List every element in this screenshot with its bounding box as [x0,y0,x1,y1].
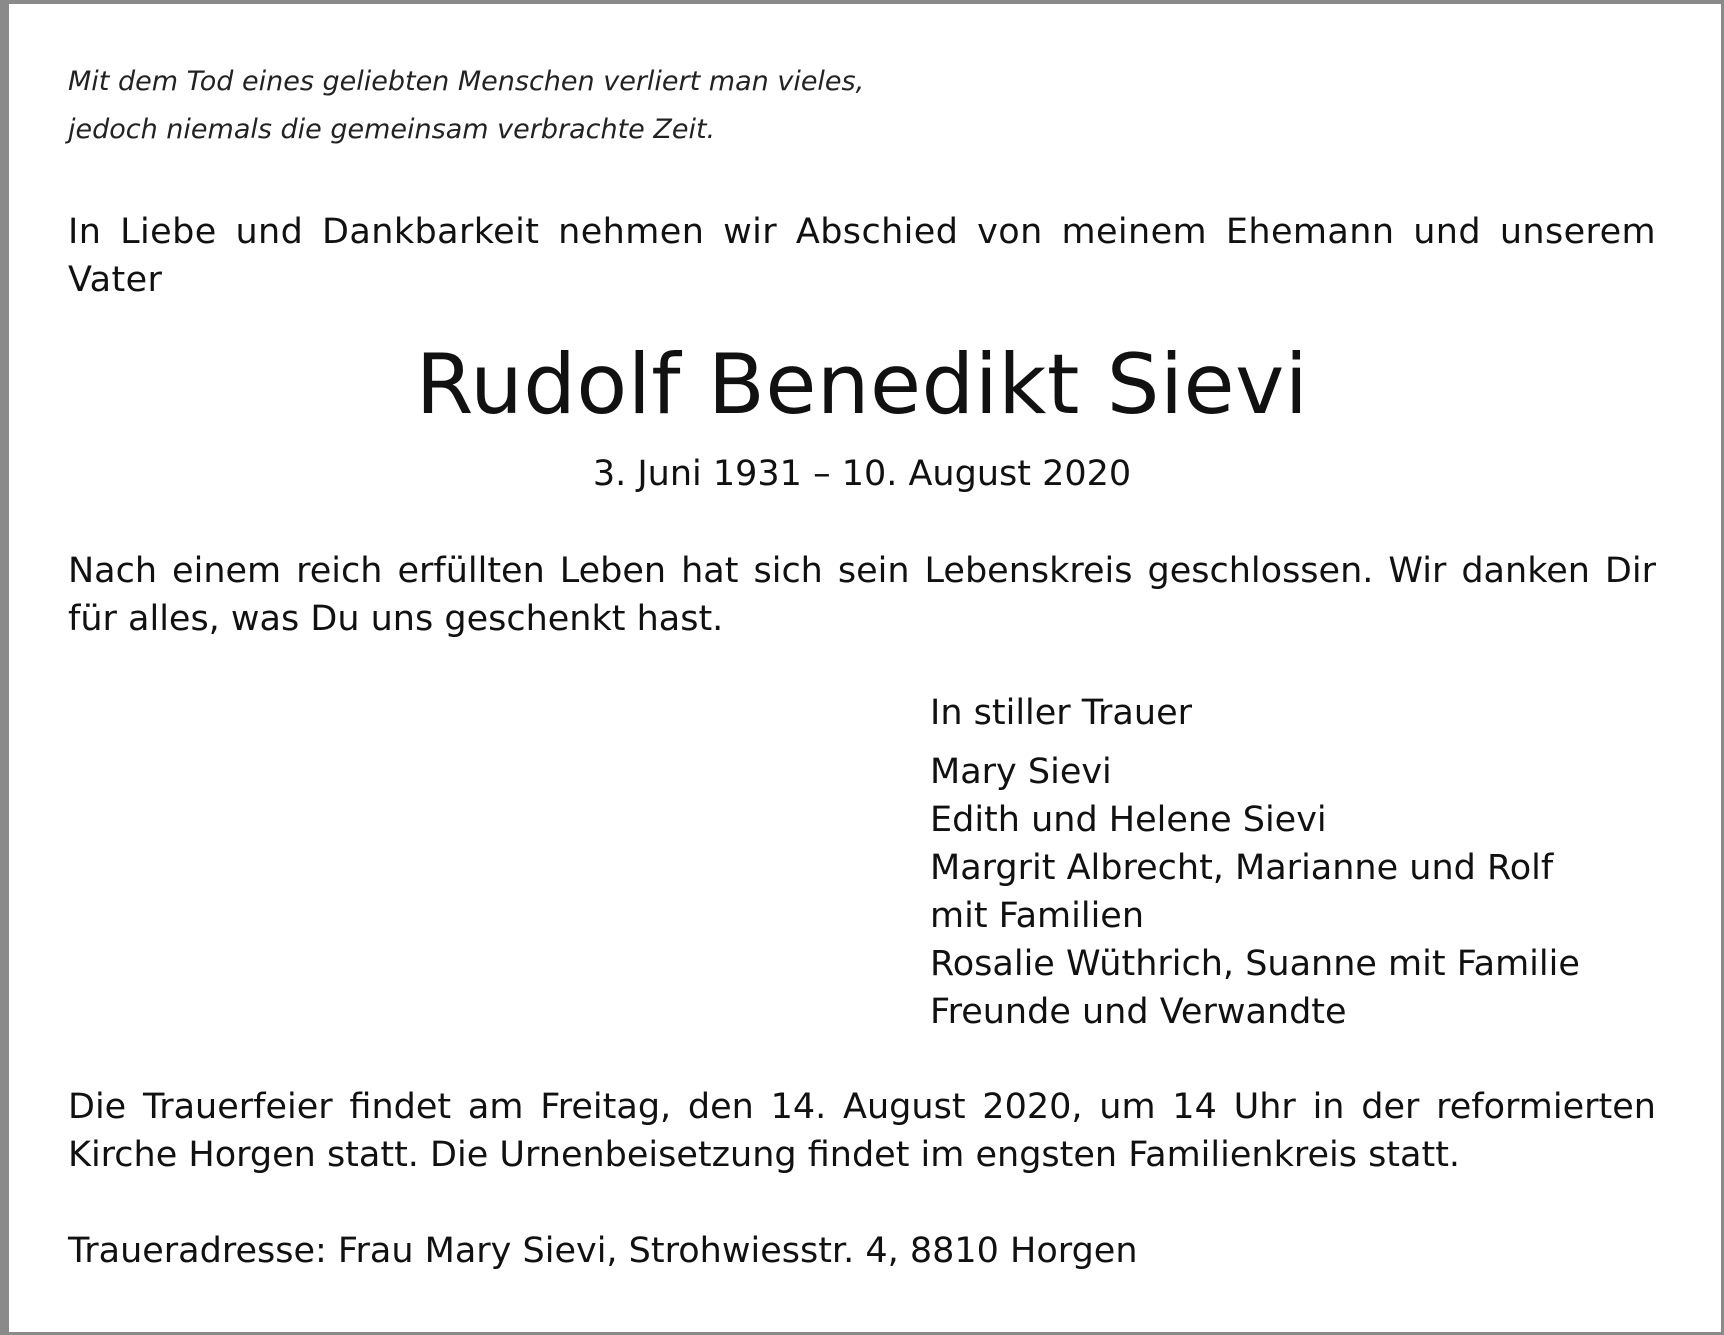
life-dates: 3. Juni 1931 – 10. August 2020 [592,454,1132,494]
thanks-text: Nach einem reich erfüllten Leben hat sich sein Lebenskreis geschlossen. Wir danken Dir für alles, was Du uns geschenkt hast. [68,551,1656,639]
epigraph-quote [68,58,968,154]
mourners-lead: In stiller Trauer [930,693,1192,733]
quote-line-2: jedoch niemals die gemeinsam verbrachte Zeit. [68,114,716,145]
mourner-line: Margrit Albrecht, Marianne und Rolf [930,848,1554,888]
intro-text: In Liebe und Dankbarkeit nehmen wir Abschied von meinem Ehemann und unserem Vater [68,212,1656,300]
mourner-line: Mary Sievi [930,752,1112,792]
mourner-line: Freunde und Verwandte [930,992,1347,1032]
mourners-block [930,689,1670,1036]
ceremony-text: Die Trauerfeier findet am Freitag, den 14. August 2020, um 14 Uhr in der reformierten Kirche Horgen statt. Die Urnenbeisetzung findet im engsten Familienkreis statt. [68,1087,1656,1175]
mourner-line: Edith und Helene Sievi [930,800,1327,840]
mourner-line: Rosalie Wüthrich, Suanne mit Familie [930,944,1580,984]
deceased-name: Rudolf Benedikt Sievi [415,336,1309,433]
quote-line-1: Mit dem Tod eines geliebten Menschen verliert man vieles, [68,66,865,97]
mourning-address: Traueradresse: Frau Mary Sievi, Strohwiesstr. 4, 8810 Horgen [68,1231,1138,1271]
mourner-line: mit Familien [930,896,1145,936]
